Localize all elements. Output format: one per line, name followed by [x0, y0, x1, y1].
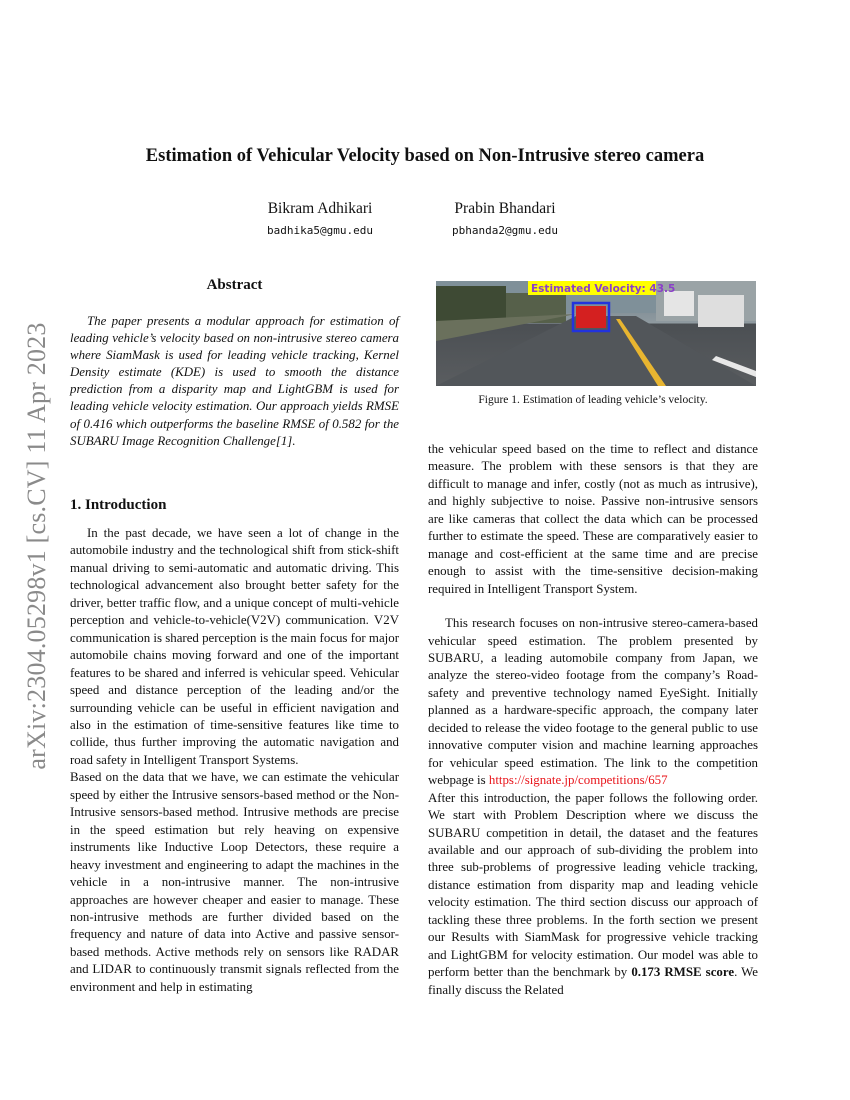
author-email: badhika5@gmu.edu	[267, 224, 373, 237]
velocity-overlay-text: Estimated Velocity: 43.5	[531, 283, 676, 295]
paragraph: Based on the data that we have, we can estimate the vehicular speed by either the Intrusive sensors-based method or the Non-Intrusive sensors-based method. Intrusive methods are precise in the speed estimation but rely heaving on expensive instruments like Inductive Loop Detectors, these require a heavy investment and engineering to adapt the machines in the vehicle in a non-intrusive manner. The non-intrusive approaches are however cheaper and easier to manage. These non-intrusive methods are further divided based on the frequency and nature of data into Active and passive sensor-based methods. Active methods rely on sensors like RADAR and LIDAR to continuously transmit signals reflected from the environment and help in estimating	[70, 770, 399, 994]
paragraph-text: This research focuses on non-intrusive stereo-camera-based vehicular speed estimation. The problem presented by SUBARU, a leading automobile company from Japan, we analyze the stereo-video footage from the company’s Road-safety and preventive technology named EyeSight. Initially planned as a hardware-specific approach, the company later decided to release the video footage to the general public to use innovative computer vision and machine learning approaches for vehicular speed estimation. The link to the competition webpage is	[428, 616, 758, 788]
road-scene	[436, 281, 756, 386]
competition-link[interactable]: https://signate.jp/competitions/657	[488, 773, 668, 788]
right-column-body	[428, 441, 758, 999]
paragraph: In the past decade, we have seen a lot of change in the automobile industry and the technological shift from stick-shift manual driving to semi-automatic and automatic driving. This technological advancement also brought better safety for the driver, better traffic flow, and a unique concept of multi-vehicle perception and vehicle-to-vehicle(V2V) communication. V2V communication is shared perception is the main focus for major automobile chains moving forward and one of the important features to be shared and inferred is vehicular speed. Vehicular speed and distance perception of the leading and/or the surrounding vehicle can be useful in efficient navigation and also in the estimation of time-sensitive features like time to collide, thus further improving the automatic navigation and road safety in Intelligent Transport Systems.	[70, 526, 399, 767]
abstract-body	[70, 313, 399, 450]
author-name: Prabin Bhandari	[454, 200, 556, 217]
section-heading-introduction: 1. Introduction	[70, 497, 167, 513]
paragraph	[428, 615, 758, 790]
paragraph-text: . We finally discuss the Related	[428, 965, 758, 997]
paragraph	[428, 790, 758, 999]
arxiv-identifier: arXiv:2304.05298v1 [cs.CV] 11 Apr 2023	[22, 322, 51, 770]
author-name: Bikram Adhikari	[267, 200, 373, 217]
author-block-2	[430, 200, 580, 237]
author-email: pbhanda2@gmu.edu	[452, 224, 558, 237]
arxiv-sidebar	[19, 290, 55, 802]
paragraph: the vehicular speed based on the time to reflect and distance measure. The problem with these sensors is that they are difficult to manage and infer, costly (not as much as intrusive), and highly subjective to noise. Passive non-intrusive sensors are like cameras that collect the data which can be processed further to estimate the speed. These are comparatively easier to manage and cost-efficient at the same time and are precise enough to assist with the time-sensitive decision-making required in Intelligent Transport System.	[428, 442, 758, 596]
figure-caption: Figure 1. Estimation of leading vehicle’s velocity.	[478, 394, 708, 406]
leading-vehicle	[576, 306, 606, 328]
vehicle-white-2	[698, 295, 744, 327]
abstract-text: The paper presents a modular approach for estimation of leading vehicle’s velocity based on non-intrusive stereo camera where SiamMask is used for leading vehicle tracking, Kernel Density estimate (KDE) is used to smooth the distance prediction from a disparity map and LightGBM is used for leading vehicle velocity estimation. Our approach yields RMSE of 0.416 which outperforms the baseline RMSE of 0.582 for the SUBARU Image Recognition Challenge[1].	[70, 314, 399, 448]
abstract-heading: Abstract	[206, 277, 263, 293]
figure-road-image	[436, 281, 756, 386]
author-block-1	[245, 200, 395, 237]
left-column-body	[70, 525, 399, 996]
rmse-score: 0.173 RMSE score	[631, 965, 735, 980]
paragraph-text: After this introduction, the paper follows the following order. We start with Problem Description where we discuss the SUBARU competition in detail, the dataset and the features available and our approach of sub-dividing the problem into three sub-problems of progressive leading vehicle tracking, distance estimation from disparity map and leading vehicle velocity estimation. The third section discuss our approach of tackling these three problems. In the forth section we present our Results with SiamMask for progressive vehicle tracking and LightGBM for velocity estimation. Our model was able to perform better than the benchmark by	[428, 790, 758, 980]
paper-title: Estimation of Vehicular Velocity based on Non-Intrusive stereo camera	[145, 146, 705, 166]
